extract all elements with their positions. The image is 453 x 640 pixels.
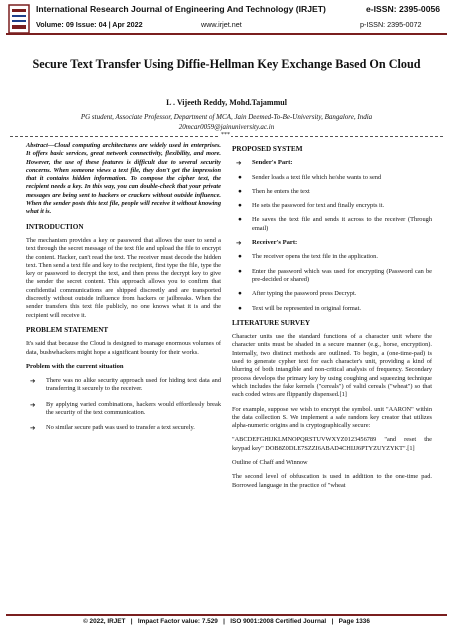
list-item: ➔ There was no alike security approach used for hiding text data and transferring it securely to the receiver.: [30, 377, 221, 393]
footer-iso: ISO 9001:2008 Certified Journal: [230, 618, 327, 625]
footer-separator: |: [331, 618, 334, 625]
introduction-heading: INTRODUCTION: [26, 222, 84, 231]
receiver-part-heading: ➔ Receiver's Part:: [236, 239, 298, 248]
e-issn: e-ISSN: 2395-0056: [366, 4, 441, 14]
footer-separator: |: [130, 618, 133, 625]
irjet-logo-icon: [8, 4, 30, 34]
dot-bullet-icon: ●: [238, 173, 242, 181]
dot-bullet-icon: ●: [238, 202, 242, 210]
arrow-bullet-icon: ➔: [30, 377, 36, 386]
literature-survey-paragraph: The second level of obfuscation is used in addition to the one-time pad. Borrowed language in the practice of "wheat: [232, 473, 432, 489]
dot-bullet-icon: ●: [238, 216, 242, 224]
journal-header: [0, 0, 453, 52]
problem-statement-text: It's said that because the Cloud is designed to manage enormous volumes of data, bushwhackers might hope a significant bounty for their works.: [26, 340, 221, 356]
dot-bullet-icon: ●: [238, 304, 242, 312]
sender-part-heading: ➔ Sender's Part:: [236, 159, 293, 168]
affiliation-text: PG student, Associate Professor, Department of MCA, Jain Deemed-To-Be-University, Bangalore, India: [80, 113, 373, 121]
p-issn: p-ISSN: 2395-0072: [360, 20, 422, 29]
divider-stars: ***: [221, 132, 230, 138]
current-situation-list: [26, 377, 221, 432]
right-column: [232, 142, 432, 496]
list-item: ● After typing the password press Decrypt.: [238, 290, 357, 298]
literature-survey-heading: LITERATURE SURVEY: [232, 318, 311, 327]
literature-survey-paragraph: For example, suppose we wish to encrypt the symbol. unit "AARON" within the data collection S. We implement a safe random key creator that utilizes alpha-numeric origins and is cryptographically secure:: [232, 405, 432, 430]
current-situation-heading: Problem with the current situation: [26, 362, 124, 370]
footer-separator: |: [223, 618, 225, 625]
problem-statement-heading: PROBLEM STATEMENT: [26, 325, 109, 334]
header-rule: [6, 33, 447, 35]
list-item: ● The receiver opens the text file in the application.: [238, 253, 378, 261]
dot-bullet-icon: ●: [238, 253, 242, 261]
page-footer: [0, 618, 453, 625]
list-item: ➔ No similar secure path was used to transfer a text securely.: [30, 424, 195, 433]
list-item: ● He sets the password for text and finally encrypts it.: [238, 202, 385, 210]
arrow-bullet-icon: ➔: [236, 239, 242, 248]
volume-issue: Volume: 09 Issue: 04 | Apr 2022: [36, 20, 143, 29]
list-item: ● Enter the password which was used for encrypting (Password can be pre-decided or shared): [238, 267, 432, 283]
literature-survey-paragraph: Character units use the standard functions of a character unit where the character units must be shaded in a secure manner (e.g., horse, encryption). Internally, two distinct methods are outlined. To begin, a (one-time-pad) is used to generate cypher text for each character's unit, providing a kind of blurring of both intangible and non-critical analysis of frequency. Secondary process develops the primary key by using coughing and squeezing technique which includes the fake kernels ("cereals") of valid cereals ("wheat") so that each coded wires are flippantly dispensed.[1]: [232, 333, 432, 399]
abstract: Abstract—Cloud computing architectures are widely used in enterprises. It offers basic services, great network connectivity, flexibility, and more. However, the use of these features is difficult due to several security concerns. When someone views a text file, they don't get the impression that it contains hidden information. To compose the cipher text, the recipient needs a key. In this way, you can double-check that your private messages are being sent to hackers or crackers without outside influence. When the sender posts this text file, people will receive it without knowing what it is.: [26, 142, 221, 216]
journal-website-link[interactable]: www.irjet.net: [201, 20, 242, 29]
dot-bullet-icon: ●: [238, 267, 242, 275]
literature-survey-paragraph: Outline of Chaff and Winnow: [232, 459, 308, 467]
left-column: [26, 142, 221, 440]
list-item: ● Then he enters the text: [238, 187, 310, 195]
footer-copyright: © 2022, IRJET: [83, 618, 126, 625]
author-email-link[interactable]: 20mcar0059@jainuniversity.ac.in: [178, 122, 275, 131]
footer-rule: [6, 614, 447, 616]
list-item: ● He saves the text file and sends it across to the receiver (Through email): [238, 216, 432, 232]
proposed-system-heading: PROPOSED SYSTEM: [232, 145, 303, 153]
sender-steps-list: [232, 174, 432, 233]
receiver-steps-list: [232, 253, 432, 312]
list-item: ● Text will be represented in original format.: [238, 304, 361, 312]
literature-survey-keypad: "ABCDEFGHIJKLMNOPQRSTUVWXYZ0123456789 "and reset the keypad key" DOB8Z0DLE7SZZI6ABAD4CHIJJ6PTYZUYZYKT".[1]: [232, 436, 432, 452]
arrow-bullet-icon: ➔: [30, 400, 36, 409]
list-item: ➔ By applying varied combinations, hackers would effortlessly break the security of the text communication.: [30, 400, 221, 417]
arrow-bullet-icon: ➔: [30, 424, 36, 433]
list-item: ● Sender loads a text file which he/she wants to send: [238, 173, 382, 181]
paper-title: Secure Text Transfer Using Diffie-Hellman Key Exchange Based On Cloud: [32, 57, 421, 71]
dot-bullet-icon: ●: [238, 187, 242, 195]
journal-name: International Research Journal of Engineering And Technology (IRJET): [36, 4, 326, 14]
footer-impact-factor: Impact Factor value: 7.529: [137, 618, 218, 625]
paper-authors: L . Vijeeth Reddy, Mohd.Tajammul: [166, 98, 287, 107]
footer-page-number: Page 1336: [338, 618, 370, 625]
author-affiliation: [20, 113, 433, 132]
journal-name-line: [36, 4, 441, 14]
dot-bullet-icon: ●: [238, 290, 242, 298]
introduction-text: The mechanism provides a key or password that allows the user to send a text through the secret message of the text file and upload the file to encrypt the content. Hacker, can't read the text. The receiver must decode the hidden text. Then send a text file and key to the recipient, first type the file, type the key or password to decrypt the text, and then press the decrypt key to give the sender the secret content. This approach allows you to confirm that confidential communications are shipped discreetly and are transported discreetly without outside influence from hackers or jailbreaks. When the sender transfers this text file publicly, no one knows what it is and the recipient will receive it.: [26, 236, 221, 319]
arrow-bullet-icon: ➔: [236, 159, 242, 168]
